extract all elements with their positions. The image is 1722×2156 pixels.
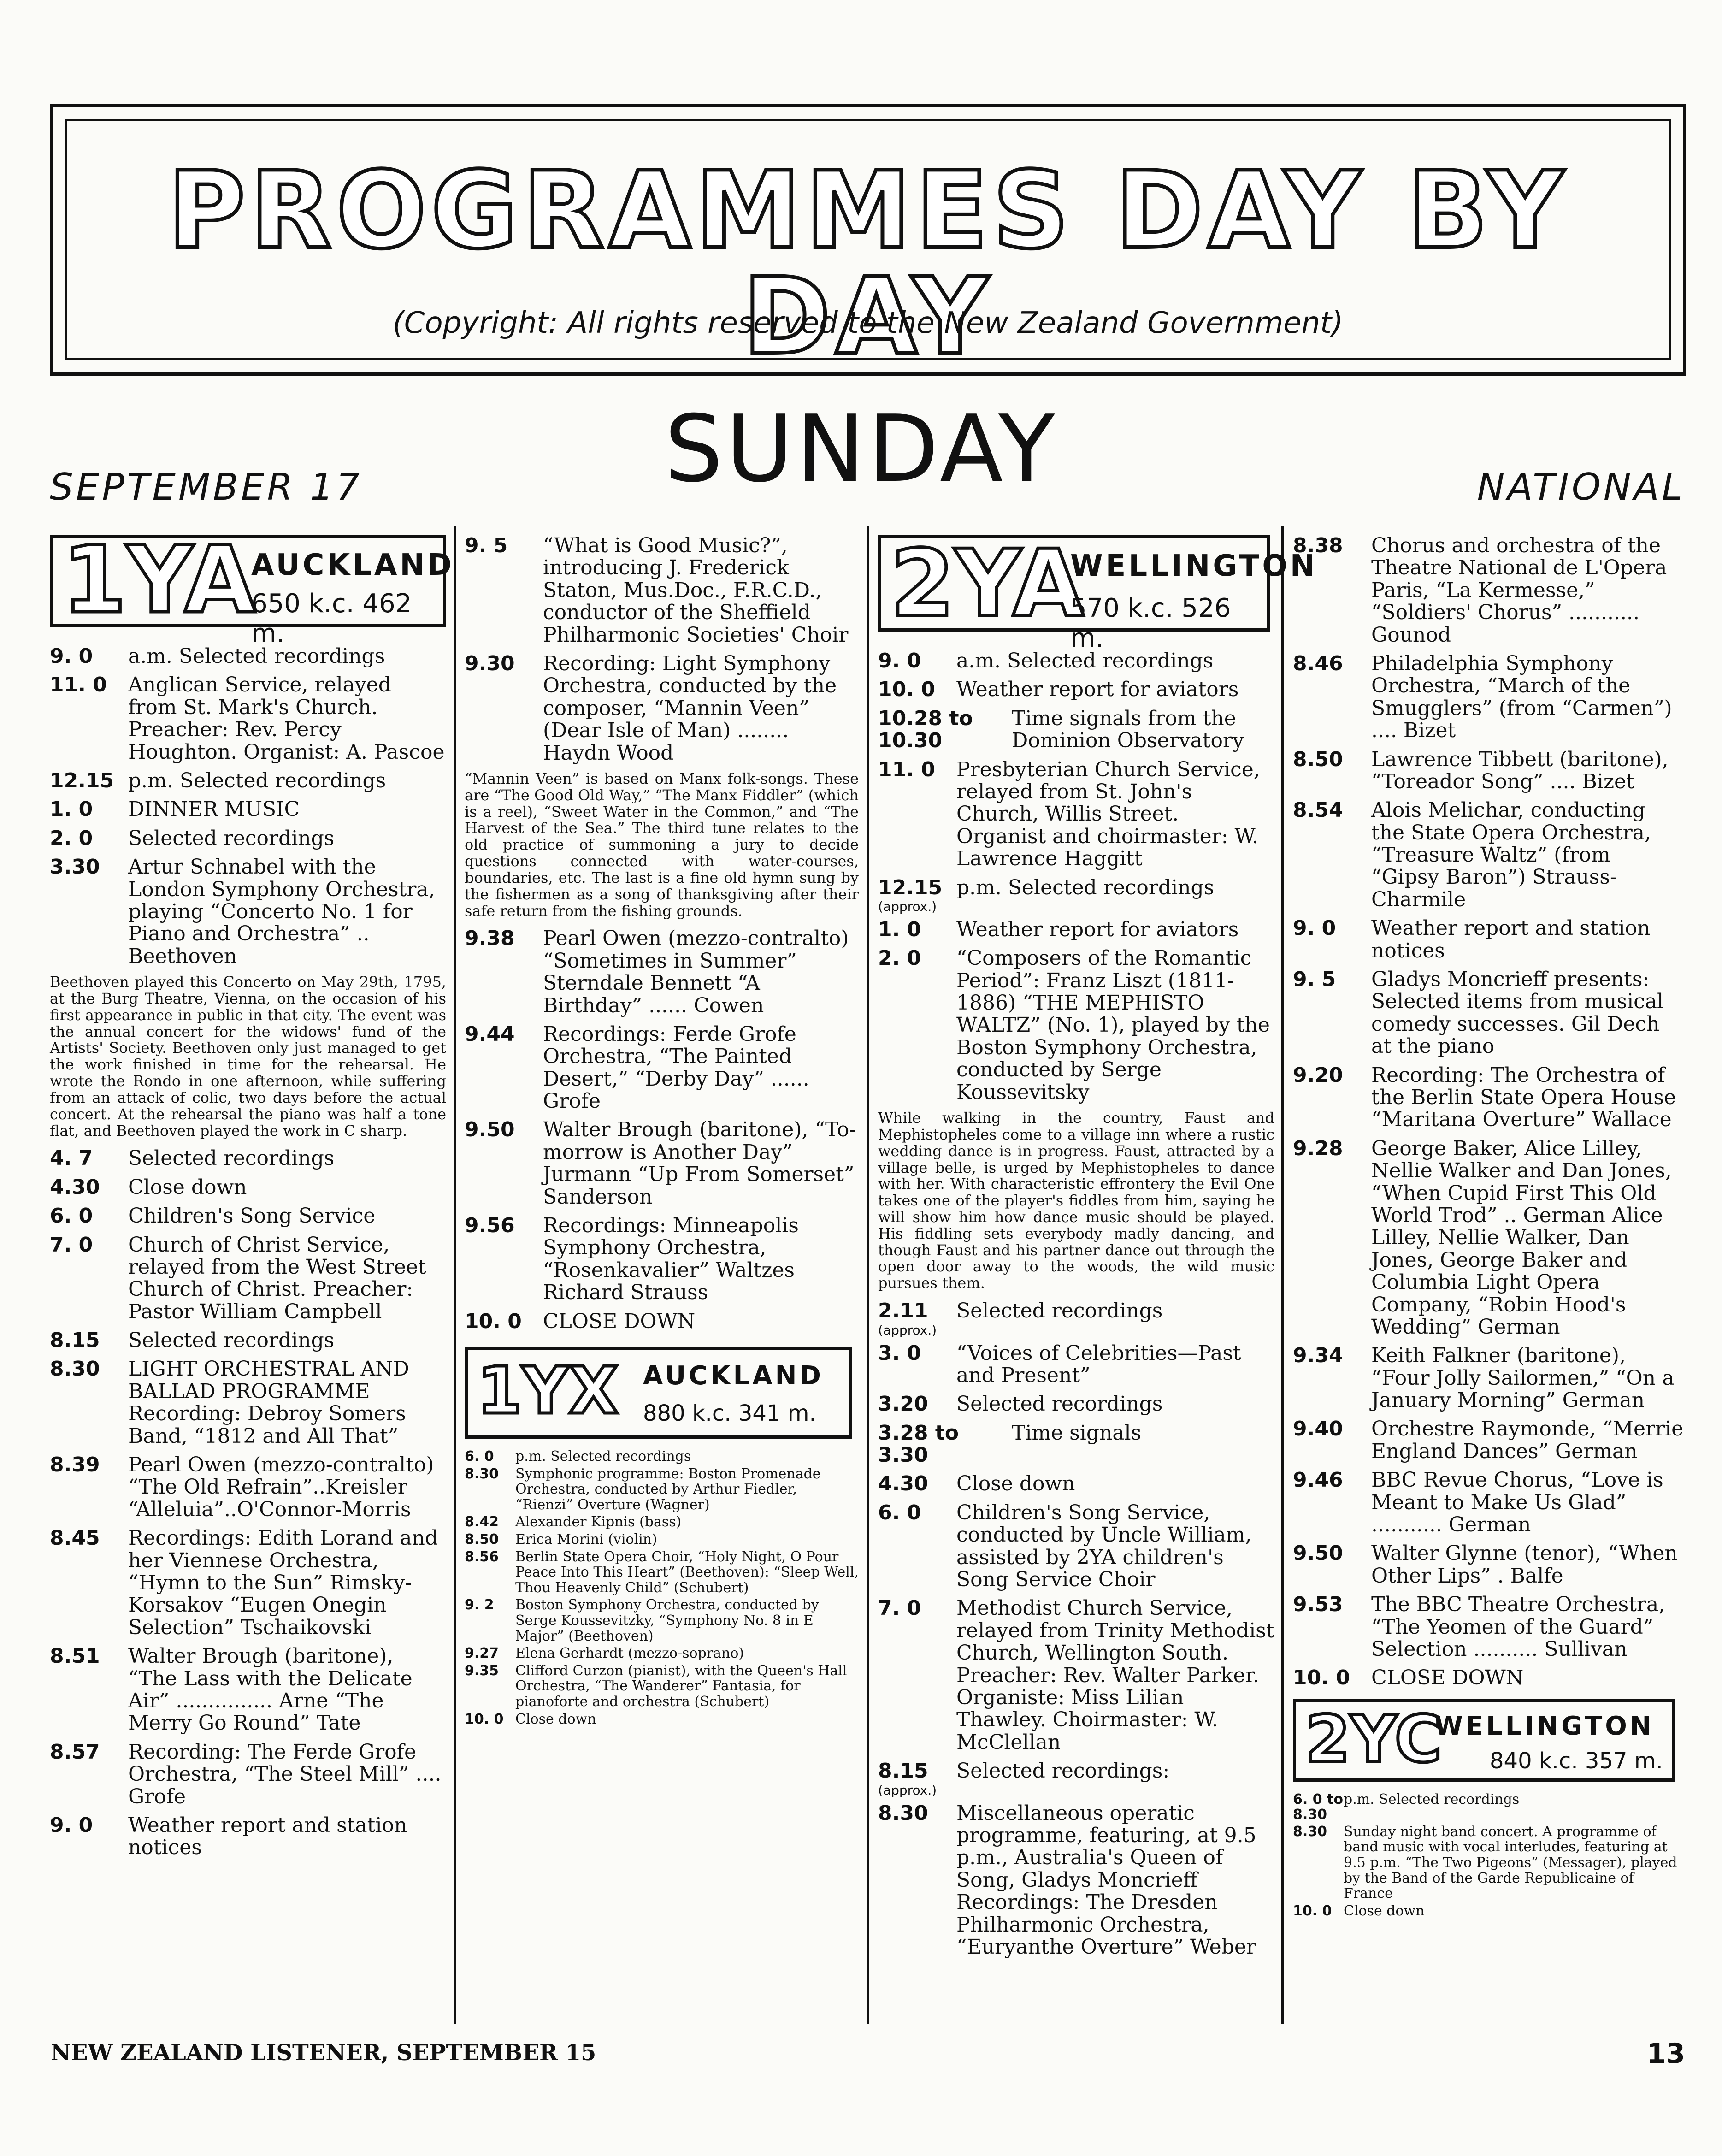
- programme-time: 8.30: [1293, 1823, 1327, 1840]
- programme-entry: [878, 1422, 1274, 1467]
- programme-description: Pearl Owen (mezzo-contralto) “Sometimes in Summer” Sterndale Bennett “A Birthday” ...... Cowen: [543, 927, 849, 1017]
- programme-description: Recording: Light Symphony Orchestra, conducted by the composer, “Mannin Veen” (Dear Isle of Man) ........ Haydn Wood: [543, 651, 837, 765]
- programme-description: Elena Gerhardt (mezzo-soprano): [515, 1645, 744, 1662]
- programme-time: 6. 0 to 8.30: [1293, 1791, 1343, 1823]
- programme-time: 8.46: [1293, 651, 1343, 675]
- programme-entry: [50, 1645, 446, 1735]
- programme-description: “Voices of Celebrities—Past and Present”: [956, 1341, 1241, 1387]
- programme-time: 1. 0: [878, 917, 921, 941]
- programme-time: 9.20: [1293, 1063, 1343, 1087]
- programme-description: George Baker, Alice Lilley, Nellie Walker and Dan Jones, “When Cupid First This Old World Trod” .. German Alice Lilley, Nellie Walker, Dan Jones, George Baker and Columbia Light Opera Company, “Robin Hood's Wedding” German: [1371, 1136, 1672, 1339]
- column-divider: [867, 526, 869, 2024]
- programme-description: Walter Brough (baritone), “To-morrow is Another Day” Jurmann “Up From Somerset” Sanderson: [543, 1118, 856, 1209]
- station-box-1ya: [50, 526, 455, 649]
- programme-description: Selected recordings: [128, 1329, 335, 1353]
- programme-description: Time signals: [1012, 1421, 1142, 1445]
- programme-entry: [1293, 1903, 1685, 1919]
- programme-entry: [878, 1300, 1274, 1322]
- programme-entry: [465, 1646, 859, 1661]
- programme-time: 9.53: [1293, 1593, 1343, 1617]
- programme-entry: [50, 674, 446, 763]
- date-heading: SEPTEMBER 17: [50, 466, 363, 508]
- programme-time: 9. 5: [1293, 968, 1336, 992]
- programme-entry: [878, 1473, 1274, 1495]
- station-frequency: 840 k.c. 357 m.: [1490, 1748, 1663, 1774]
- programme-time: 11. 0: [50, 673, 107, 697]
- programme-description: Berlin State Opera Choir, “Holy Night, O Pour Peace Into This Heart” (Beethoven): “Sleep Well, Thou Heavenly Child” (Schubert): [515, 1548, 859, 1596]
- programme-time: 11. 0: [878, 757, 935, 781]
- programme-time: 9.44: [465, 1022, 515, 1046]
- programme-description: Alois Melichar, conducting the State Opera Orchestra, “Treasure Waltz” (from “Gipsy Baron”) Strauss-Charmile: [1371, 798, 1651, 911]
- programme-entry: [878, 1802, 1274, 1959]
- programme-time: 12.15: [878, 875, 943, 899]
- programme-time: 10. 0: [1293, 1666, 1350, 1690]
- programme-entry: [1293, 799, 1685, 911]
- programme-description: Walter Glynne (tenor), “When Other Lips” . Balfe: [1371, 1542, 1678, 1588]
- programme-description: Recordings: Edith Lorand and her Viennese Orchestra, “Hymn to the Sun” Rimsky-Korsakov “Eugen Onegin Selection” Tschaikovski: [128, 1526, 438, 1639]
- programme-entry: [1293, 1824, 1685, 1902]
- masthead-banner: [50, 104, 1686, 376]
- programme-entry: [50, 798, 446, 821]
- programme-time: 2. 0: [878, 946, 921, 970]
- programme-description: Selected recordings: [956, 1299, 1163, 1323]
- programme-description: Time signals from the Dominion Observatory: [1012, 706, 1244, 753]
- programme-description: “What is Good Music?”, introducing J. Frederick Staton, Mus.Doc., F.R.C.D., conductor of the Sheffield Philharmonic Societies' Choir: [543, 534, 849, 647]
- programme-entry: [465, 535, 859, 646]
- programme-description: CLOSE DOWN: [1371, 1666, 1524, 1690]
- programme-time: 9.35: [465, 1662, 499, 1679]
- programme-description: Close down: [128, 1175, 247, 1199]
- programme-description: Gladys Moncrieff presents: Selected items from musical comedy successes. Gil Dech at the piano: [1371, 968, 1664, 1058]
- programme-description: Alexander Kipnis (bass): [515, 1514, 682, 1530]
- programme-description: LIGHT ORCHESTRAL AND BALLAD PROGRAMME Recording: Debroy Somers Band, “1812 and All That”: [128, 1357, 409, 1448]
- programme-time: 10. 0: [465, 1309, 522, 1333]
- programme-entry: [1293, 749, 1685, 793]
- programme-entry: [465, 653, 859, 764]
- programme-time: 8.39: [50, 1453, 100, 1477]
- programme-time: 3. 0: [878, 1341, 921, 1365]
- programme-time: 9.38: [465, 927, 515, 951]
- programme-time: 6. 0: [878, 1500, 921, 1524]
- programme-entry: [1293, 969, 1685, 1058]
- programme-description: Keith Falkner (baritone), “Four Jolly Sailormen,” “On a January Morning” German: [1371, 1344, 1675, 1412]
- station-callsign: 1YX: [477, 1353, 619, 1429]
- station-box-1yx: [465, 1347, 852, 1439]
- programme-time: 8.30: [878, 1801, 928, 1825]
- masthead-copyright: (Copyright: All rights reserved to the New Zealand Government): [392, 306, 1344, 340]
- programme-entry: [465, 1311, 859, 1333]
- programme-entry: [50, 1814, 446, 1859]
- programme-time: 8.30: [50, 1357, 100, 1381]
- programme-time: 9.34: [1293, 1344, 1343, 1368]
- column-1ya: [50, 526, 455, 1866]
- programme-description: Lawrence Tibbett (baritone), “Toreador Song” .... Bizet: [1371, 747, 1669, 793]
- programme-time: 9.30: [465, 651, 515, 675]
- programme-description: Erica Morini (violin): [515, 1531, 657, 1548]
- programme-time: 9. 5: [465, 534, 508, 557]
- programme-time: 9.28: [1293, 1136, 1343, 1160]
- programme-description: Miscellaneous operatic programme, featuring, at 9.5 p.m., Australia's Queen of Song, Gladys Moncrieff Recordings: The Dresden Philharmonic Orchestra, “Euryanthe Overture” Weber: [956, 1801, 1256, 1959]
- approx-label: (approx.): [878, 1322, 937, 1338]
- programme-entry: [878, 1760, 1274, 1782]
- programme-description: a.m. Selected recordings: [128, 644, 385, 668]
- programme-description: Walter Brough (baritone), “The Lass with the Delicate Air” ............... Arne “The Merry Go Round” Tate: [128, 1644, 413, 1735]
- station-city: WELLINGTON: [1434, 1711, 1654, 1741]
- programme-time: 4.30: [878, 1472, 928, 1496]
- programme-time: 12.15: [50, 768, 114, 792]
- programme-note: Beethoven played this Concerto on May 29th, 1795, at the Burg Theatre, Vienna, on the occasion of his first appearance in public in that city. The event was the annual concert for the widows' fund of the Artists' Society. Beethoven only just managed to get the work finished in time for the rehearsal. He wrote the Rondo in one afternoon, while suffering from an attack of colic, two days before the actual concert. At the rehearsal the piano was half a tone flat, and Beethoven played the work in C sharp.: [50, 973, 446, 1140]
- programme-entry: [878, 759, 1274, 870]
- programme-entry: [1293, 535, 1685, 646]
- programme-entry: [50, 1454, 446, 1521]
- programme-description: Weather report for aviators: [956, 678, 1239, 702]
- programme-time: 10.28 to 10.30: [878, 706, 973, 753]
- programme-entry: [465, 1119, 859, 1208]
- programme-entry: [878, 919, 1274, 941]
- approx-label: (approx.): [878, 1782, 937, 1798]
- programme-time: 3.28 to 3.30: [878, 1421, 959, 1467]
- programme-time: 9.50: [465, 1118, 515, 1142]
- programme-time: 9.50: [1293, 1542, 1343, 1565]
- programme-entry: [465, 927, 859, 1017]
- programme-description: BBC Revue Chorus, “Love is Meant to Make Us Glad” ........... German: [1371, 1468, 1663, 1537]
- programme-description: The BBC Theatre Orchestra, “The Yeomen of the Guard” Selection .......... Sullivan: [1371, 1593, 1665, 1661]
- programme-entry: [50, 1358, 446, 1447]
- programme-description: Presbyterian Church Service, relayed from St. John's Church, Willis Street. Organist and choirmaster: W. Lawrence Haggitt: [956, 757, 1260, 871]
- programme-description: p.m. Selected recordings: [956, 875, 1215, 899]
- station-frequency: 570 k.c. 526 m.: [1070, 593, 1231, 653]
- programme-entry: [50, 1147, 446, 1170]
- programme-time: 9.56: [465, 1214, 515, 1238]
- programme-description: p.m. Selected recordings: [128, 768, 386, 792]
- approx-label: (approx.): [878, 898, 937, 914]
- station-callsign: 2YC: [1305, 1701, 1442, 1777]
- programme-description: Pearl Owen (mezzo-contralto) “The Old Refrain”..Kreisler “Alleluia”..O'Connor-Morris: [128, 1453, 434, 1521]
- programme-description: Close down: [515, 1711, 596, 1727]
- programme-time: 10. 0: [465, 1711, 504, 1727]
- station-frequency: 650 k.c. 462 m.: [251, 589, 412, 649]
- programme-entry: [1293, 1345, 1685, 1412]
- programme-entry: [1293, 1792, 1685, 1822]
- programme-time: 9. 0: [878, 649, 921, 673]
- column-divider: [1281, 526, 1284, 2024]
- programme-description: Artur Schnabel with the London Symphony Orchestra, playing “Concerto No. 1 for Piano and Orchestra” .. Beethoven: [128, 855, 435, 968]
- programme-entry: [50, 1527, 446, 1639]
- programme-time: 6. 0: [465, 1448, 494, 1465]
- column-divider: [454, 526, 456, 2024]
- programme-time: 8.15: [50, 1329, 100, 1353]
- column-1ya-continued: [465, 535, 859, 1729]
- programme-time: 2. 0: [50, 826, 93, 850]
- programme-description: p.m. Selected recordings: [1344, 1791, 1520, 1807]
- programme-description: Church of Christ Service, relayed from the West Street Church of Christ. Preacher: Pastor William Campbell: [128, 1233, 426, 1323]
- programme-time: 3.20: [878, 1392, 928, 1416]
- programme-time: 10. 0: [878, 678, 935, 702]
- programme-entry: [50, 1205, 446, 1227]
- programme-note: While walking in the country, Faust and Mephistopheles come to a village inn where a rustic wedding dance is in progress. Faust, attracted by a village belle, is urged by Mephistopheles to dance with her. With characteristic effrontery the Evil One takes one of the player's fiddles from him, saying he will show him how dance music should be played. His fiddling sets everybody madly dancing, and though Faust and his partner dance out through the open door away to the woods, the wild music pursues them.: [878, 1109, 1274, 1292]
- programme-entry: [50, 1234, 446, 1323]
- programme-description: Close down: [956, 1472, 1075, 1496]
- programme-entry: [1293, 1138, 1685, 1339]
- programme-entry: [50, 1741, 446, 1808]
- station-frequency: 880 k.c. 341 m.: [643, 1400, 816, 1426]
- footer-publication: NEW ZEALAND LISTENER, SEPTEMBER 15: [51, 2040, 596, 2066]
- programme-entry: [1293, 1418, 1685, 1463]
- station-callsign: 2YA: [890, 530, 1084, 638]
- programme-entry: [1293, 1064, 1685, 1131]
- station-city: AUCKLAND: [251, 548, 455, 582]
- programme-description: Sunday night band concert. A programme of band music with vocal interludes, featuring at 9.5 p.m. “The Two Pigeons” (Messager), played by the Band of the Garde Republicaine of France: [1344, 1823, 1677, 1902]
- programme-description: Selected recordings: [956, 1392, 1163, 1416]
- service-heading: NATIONAL: [1477, 466, 1685, 508]
- station-city: AUCKLAND: [643, 1361, 824, 1391]
- programme-entry: [878, 1393, 1274, 1415]
- programme-entry: [50, 770, 446, 792]
- programme-entry: [1293, 1469, 1685, 1536]
- programme-time: 8.57: [50, 1740, 100, 1764]
- programme-entry: [465, 1663, 859, 1710]
- programme-time: 8.54: [1293, 798, 1343, 822]
- station-city: WELLINGTON: [1070, 549, 1318, 583]
- programme-entry: [465, 1712, 859, 1727]
- programme-description: Children's Song Service, conducted by Uncle William, assisted by 2YA children's Song Service Choir: [956, 1500, 1252, 1592]
- programme-entry: [50, 827, 446, 850]
- programme-description: Weather report and station notices: [128, 1813, 407, 1860]
- programme-time: 8.45: [50, 1526, 100, 1550]
- programme-entry: [878, 1342, 1274, 1387]
- programme-entry: [465, 1549, 859, 1596]
- programme-entry: [465, 1532, 859, 1548]
- programme-description: Boston Symphony Orchestra, conducted by Serge Koussevitzky, “Symphony No. 8 in E Major” (Beethoven): [515, 1597, 819, 1644]
- programme-entry: [1293, 917, 1685, 962]
- programme-entry: [50, 645, 446, 667]
- programme-time: 8.50: [465, 1531, 499, 1548]
- programme-time: 8.42: [465, 1514, 499, 1530]
- programme-description: Methodist Church Service, relayed from Trinity Methodist Church, Wellington South. Preacher: Rev. Walter Parker. Organiste: Miss Lilian Thawley. Choirmaster: W. McClellan: [956, 1596, 1274, 1754]
- programme-entry: [465, 1449, 859, 1465]
- programme-time: 8.38: [1293, 534, 1343, 557]
- programme-entry: [1293, 1667, 1685, 1689]
- programme-entry: [50, 1176, 446, 1199]
- programme-time: 9. 0: [1293, 916, 1336, 940]
- programme-entry: [878, 947, 1274, 1104]
- programme-description: Recording: The Orchestra of the Berlin State Opera House “Maritana Overture” Wallace: [1371, 1063, 1676, 1132]
- programme-description: CLOSE DOWN: [543, 1309, 696, 1333]
- masthead-inner-frame: [65, 119, 1671, 378]
- programme-entry: [878, 1597, 1274, 1754]
- programme-description: Philadelphia Symphony Orchestra, “March of the Smugglers” (from “Carmen”) .... Bizet: [1371, 651, 1672, 743]
- programme-description: Recording: The Ferde Grofe Orchestra, “The Steel Mill” .... Grofe: [128, 1740, 442, 1808]
- programme-time: 9.40: [1293, 1417, 1343, 1441]
- programme-description: DINNER MUSIC: [128, 797, 300, 821]
- programme-time: 8.51: [50, 1644, 100, 1668]
- day-heading: SUNDAY: [664, 396, 1058, 503]
- programme-description: Selected recordings:: [956, 1759, 1170, 1783]
- programme-entry: [465, 1466, 859, 1513]
- station-callsign: 1YA: [62, 526, 256, 634]
- programme-description: Selected recordings: [128, 1146, 335, 1170]
- programme-time: 9. 0: [50, 1813, 93, 1837]
- programme-description: Clifford Curzon (pianist), with the Queen's Hall Orchestra, “The Wanderer” Fantasia, for pianoforte and orchestra (Schubert): [515, 1662, 847, 1710]
- programme-entry: [1293, 1542, 1685, 1587]
- masthead-title: PROGRAMMES DAY BY DAY: [167, 149, 1569, 378]
- programme-entry: [878, 708, 1274, 752]
- column-2ya-continued: [1293, 535, 1685, 1920]
- programme-entry: [878, 650, 1274, 672]
- programme-time: 9. 2: [465, 1597, 494, 1613]
- programme-entry: [1293, 1594, 1685, 1660]
- programme-time: 8.15: [878, 1759, 928, 1783]
- programme-description: Recordings: Ferde Grofe Orchestra, “The Painted Desert,” “Derby Day” ...... Grofe: [543, 1022, 809, 1113]
- programme-entry: [878, 877, 1274, 899]
- programme-description: Weather report and station notices: [1371, 916, 1651, 963]
- programme-time: 6. 0: [50, 1204, 93, 1228]
- programme-description: a.m. Selected recordings: [956, 649, 1214, 673]
- programme-description: Selected recordings: [128, 826, 335, 850]
- programme-time: 8.56: [465, 1548, 499, 1565]
- programme-description: Children's Song Service: [128, 1204, 376, 1228]
- programme-description: Chorus and orchestra of the Theatre National de L'Opera Paris, “La Kermesse,” “Soldiers' Chorus” ........... Gounod: [1371, 534, 1667, 647]
- programme-time: 2.11: [878, 1299, 928, 1323]
- station-box-2yc: [1293, 1699, 1675, 1782]
- programme-description: Close down: [1344, 1902, 1425, 1919]
- programme-time: 7. 0: [50, 1233, 93, 1257]
- programme-entry: [465, 1514, 859, 1530]
- programme-time: 3.30: [50, 855, 100, 879]
- programme-entry: [878, 1502, 1274, 1591]
- programme-entry: [50, 856, 446, 968]
- programme-time: 7. 0: [878, 1596, 921, 1620]
- programme-description: “Composers of the Romantic Period”: Franz Liszt (1811-1886) “THE MEPHISTO WALTZ” (No. 1), played by the Boston Symphony Orchestra, conducted by Serge Koussevitsky: [956, 946, 1270, 1104]
- programme-description: Symphonic programme: Boston Promenade Orchestra, conducted by Arthur Fiedler, “Rienzi” Overture (Wagner): [515, 1465, 821, 1513]
- programme-time: 1. 0: [50, 797, 93, 821]
- programme-description: p.m. Selected recordings: [515, 1448, 691, 1465]
- programme-entry: [878, 679, 1274, 701]
- programme-time: 8.30: [465, 1465, 499, 1482]
- programme-entry: [465, 1023, 859, 1113]
- programme-description: Orchestre Raymonde, “Merrie England Dances” German: [1371, 1417, 1684, 1463]
- programme-time: 4.30: [50, 1175, 100, 1199]
- page-number: 13: [1646, 2038, 1685, 2070]
- programme-description: Recordings: Minneapolis Symphony Orchestra, “Rosenkavalier” Waltzes Richard Strauss: [543, 1214, 799, 1305]
- programme-entry: [1293, 653, 1685, 742]
- programme-time: 9.46: [1293, 1468, 1343, 1492]
- programme-time: 9. 0: [50, 644, 93, 668]
- programme-description: Anglican Service, relayed from St. Mark's Church. Preacher: Rev. Percy Houghton. Organist: A. Pascoe: [128, 673, 445, 764]
- programme-time: 9.27: [465, 1645, 499, 1662]
- programme-entry: [465, 1597, 859, 1644]
- programme-note: “Mannin Veen” is based on Manx folk-songs. These are “The Good Old Way,” “The Manx Fiddler” (which is a reel), “Sweet Water in the Common,” and “The Harvest of the Sea.” The third tune relates to the old practice of summoning a jury to decide questions connected with water-courses, boundaries, etc. The last is a fine old hymn sung by the fishermen as a song of thanksgiving after their safe return from the fishing grounds.: [465, 769, 859, 920]
- programme-description: Weather report for aviators: [956, 917, 1239, 941]
- programme-time: 4. 7: [50, 1146, 93, 1170]
- programme-entry: [465, 1215, 859, 1304]
- programme-time: 8.50: [1293, 747, 1343, 771]
- programme-entry: [50, 1329, 446, 1352]
- programme-time: 10. 0: [1293, 1902, 1332, 1919]
